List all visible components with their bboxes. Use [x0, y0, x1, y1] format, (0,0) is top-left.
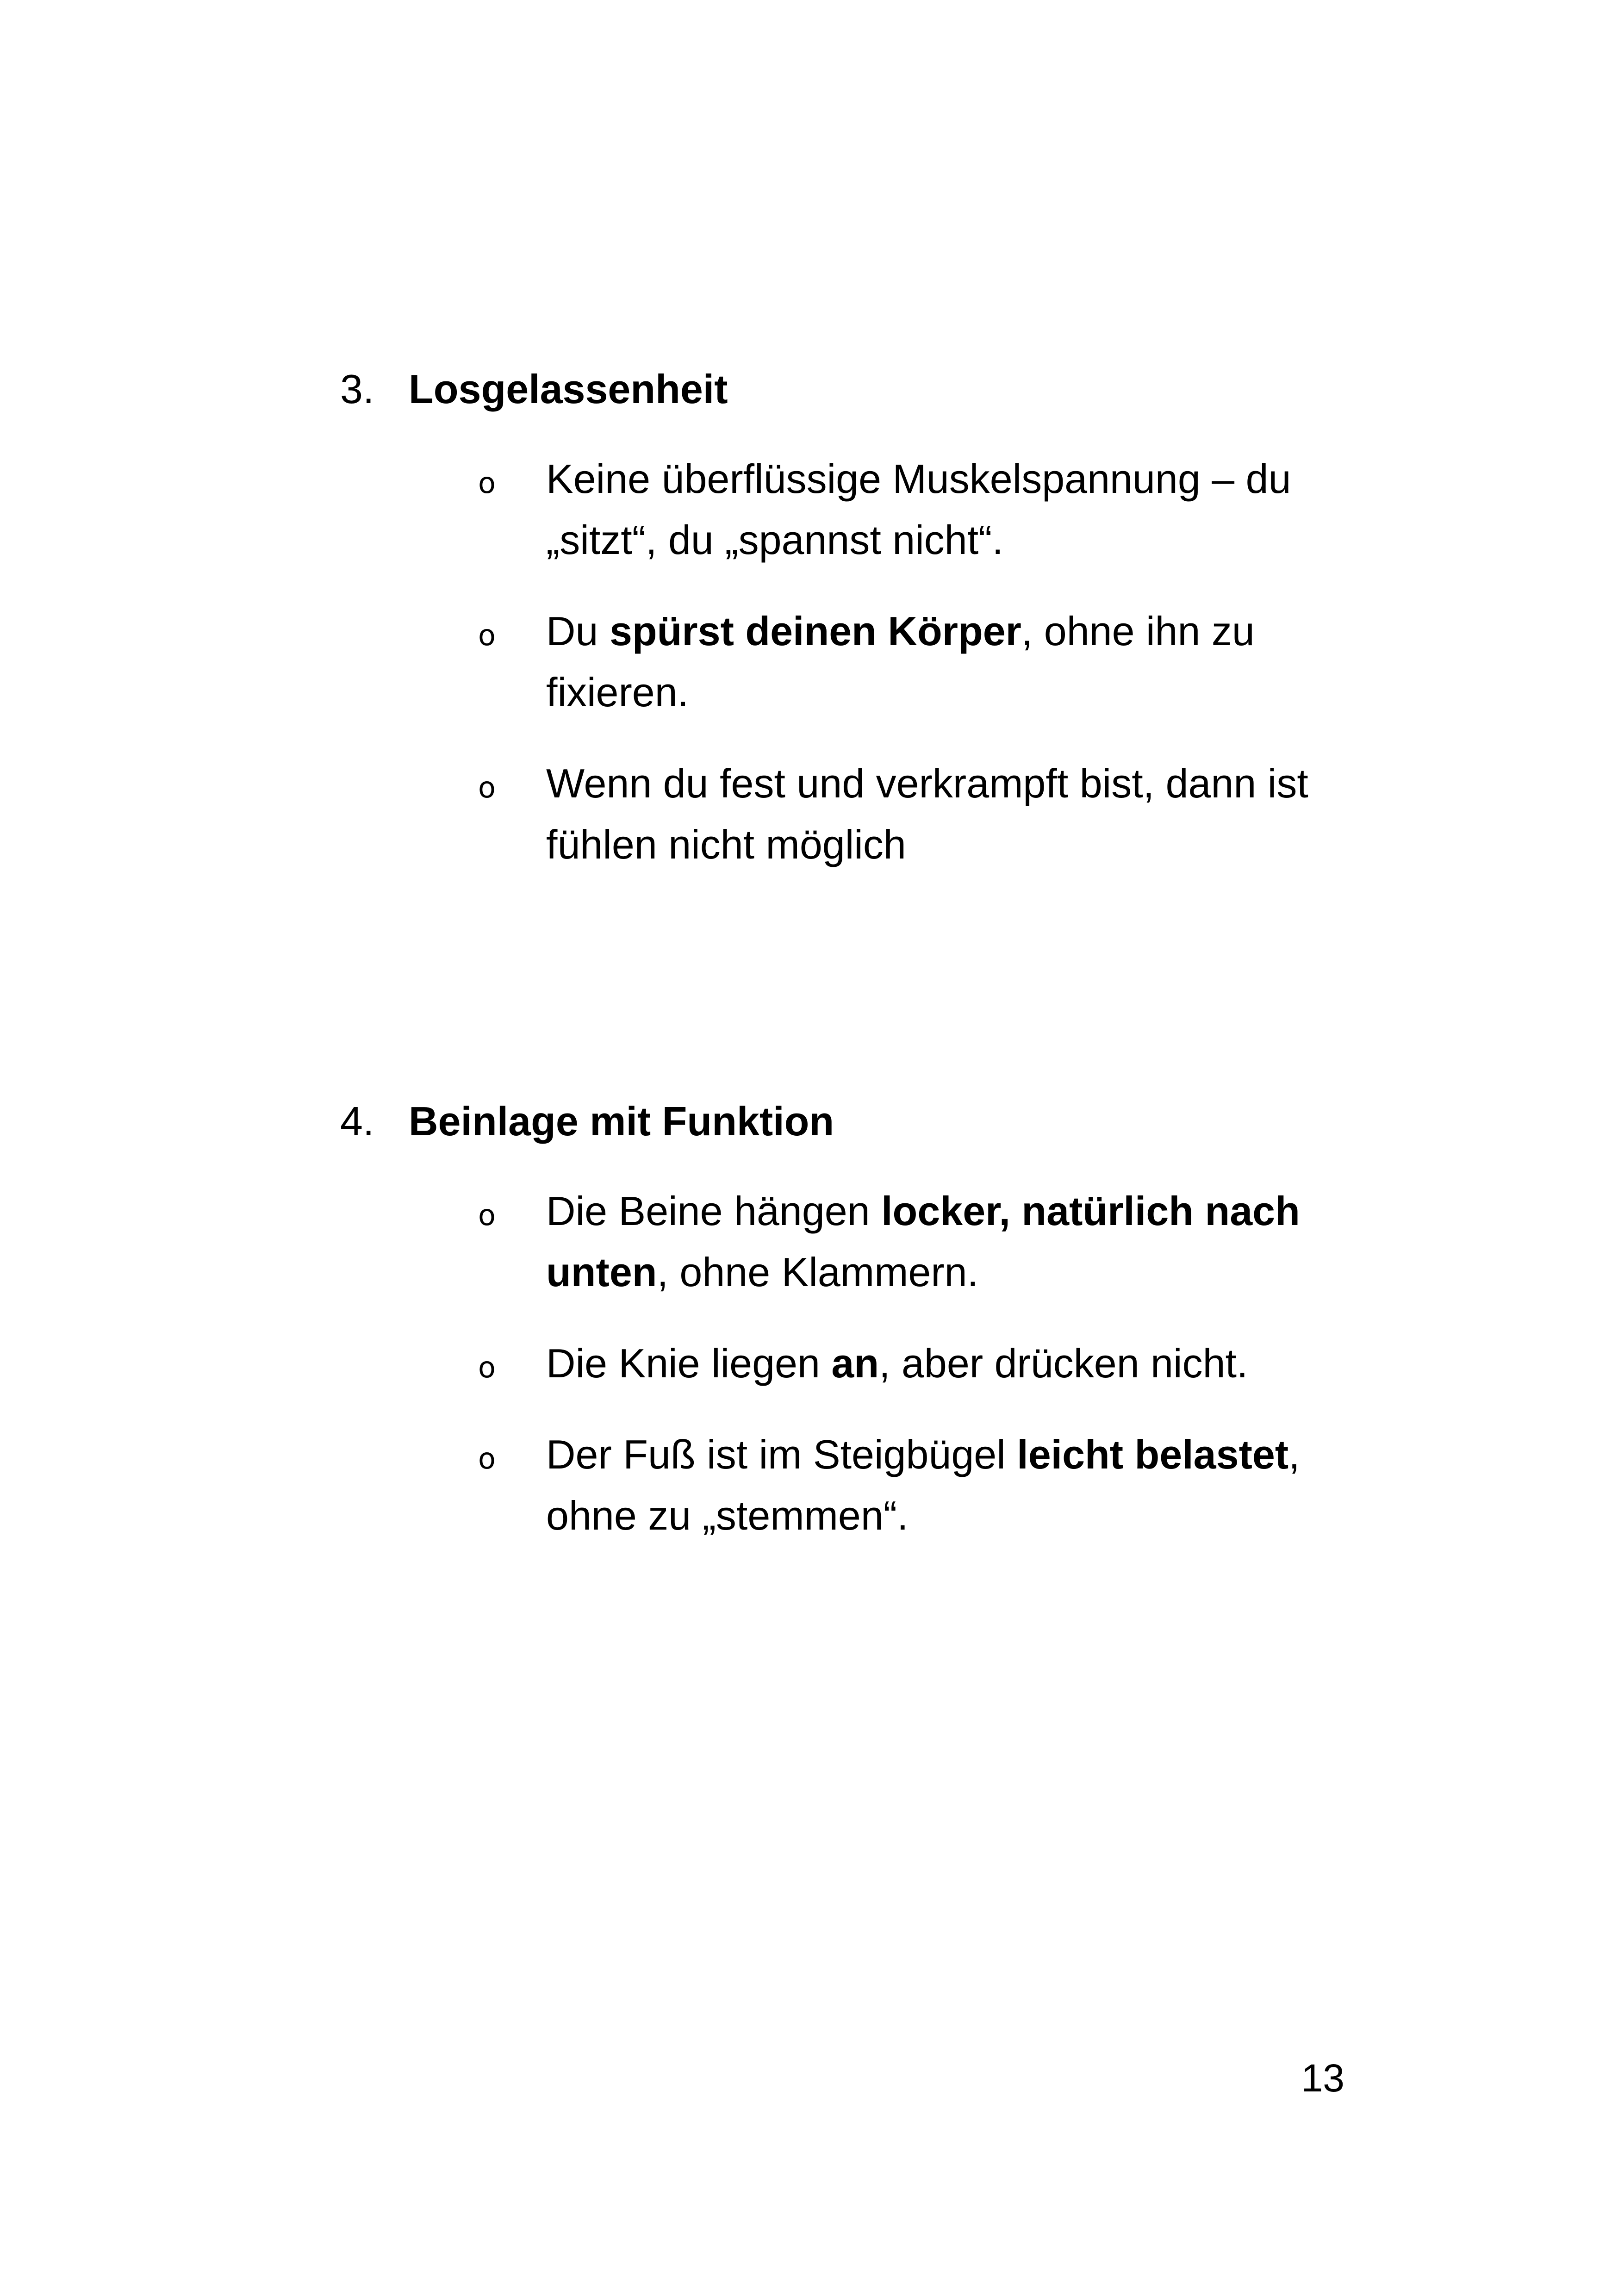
list-item	[340, 753, 1382, 875]
item-text: Die Beine hängen	[546, 1188, 882, 1234]
section-beinlage	[340, 1091, 1382, 1546]
item-text-bold: locker, natürlich nach unten	[546, 1188, 1300, 1295]
item-text-bold: spürst deinen Körper	[609, 608, 1021, 654]
circle-bullet-icon: o	[478, 1198, 496, 1232]
list-item	[340, 601, 1382, 723]
item-text: , ohne Klammern.	[657, 1249, 979, 1295]
item-text: Die Knie liegen	[546, 1340, 832, 1386]
page-number: 13	[1301, 2056, 1344, 2100]
item-text: , aber drücken nicht.	[879, 1340, 1248, 1386]
section-heading	[340, 359, 1382, 420]
bullet-list	[340, 448, 1382, 875]
list-item	[340, 448, 1382, 571]
item-text: , ohne zu „stemmen“.	[546, 1431, 1300, 1538]
section-heading	[340, 1091, 1382, 1152]
circle-bullet-icon: o	[478, 618, 496, 652]
bullet-list	[340, 1181, 1382, 1546]
item-text: Wenn du fest und verkrampft bist, dann ist fühlen nicht möglich	[546, 760, 1308, 867]
item-text: Keine überflüssige Muskelspannung – du „sitzt“, du „spannst nicht“.	[546, 456, 1291, 563]
item-text: Der Fuß ist im Steigbügel	[546, 1431, 1017, 1477]
circle-bullet-icon: o	[478, 1350, 496, 1384]
section-losgelassenheit	[340, 359, 1382, 875]
list-item	[340, 1181, 1382, 1303]
item-text-bold: an	[831, 1340, 879, 1386]
list-item	[340, 1424, 1382, 1546]
section-title: Beinlage mit Funktion	[409, 1098, 834, 1144]
circle-bullet-icon: o	[478, 771, 496, 804]
circle-bullet-icon: o	[478, 1442, 496, 1475]
list-item	[340, 1333, 1382, 1394]
section-number: 3.	[340, 366, 374, 412]
circle-bullet-icon: o	[478, 466, 496, 500]
item-text: Du	[546, 608, 610, 654]
item-text-bold: leicht belastet	[1017, 1431, 1289, 1477]
section-title: Losgelassenheit	[409, 366, 728, 412]
item-text: , ohne ihn zu fixieren.	[546, 608, 1255, 715]
section-number: 4.	[340, 1098, 374, 1144]
